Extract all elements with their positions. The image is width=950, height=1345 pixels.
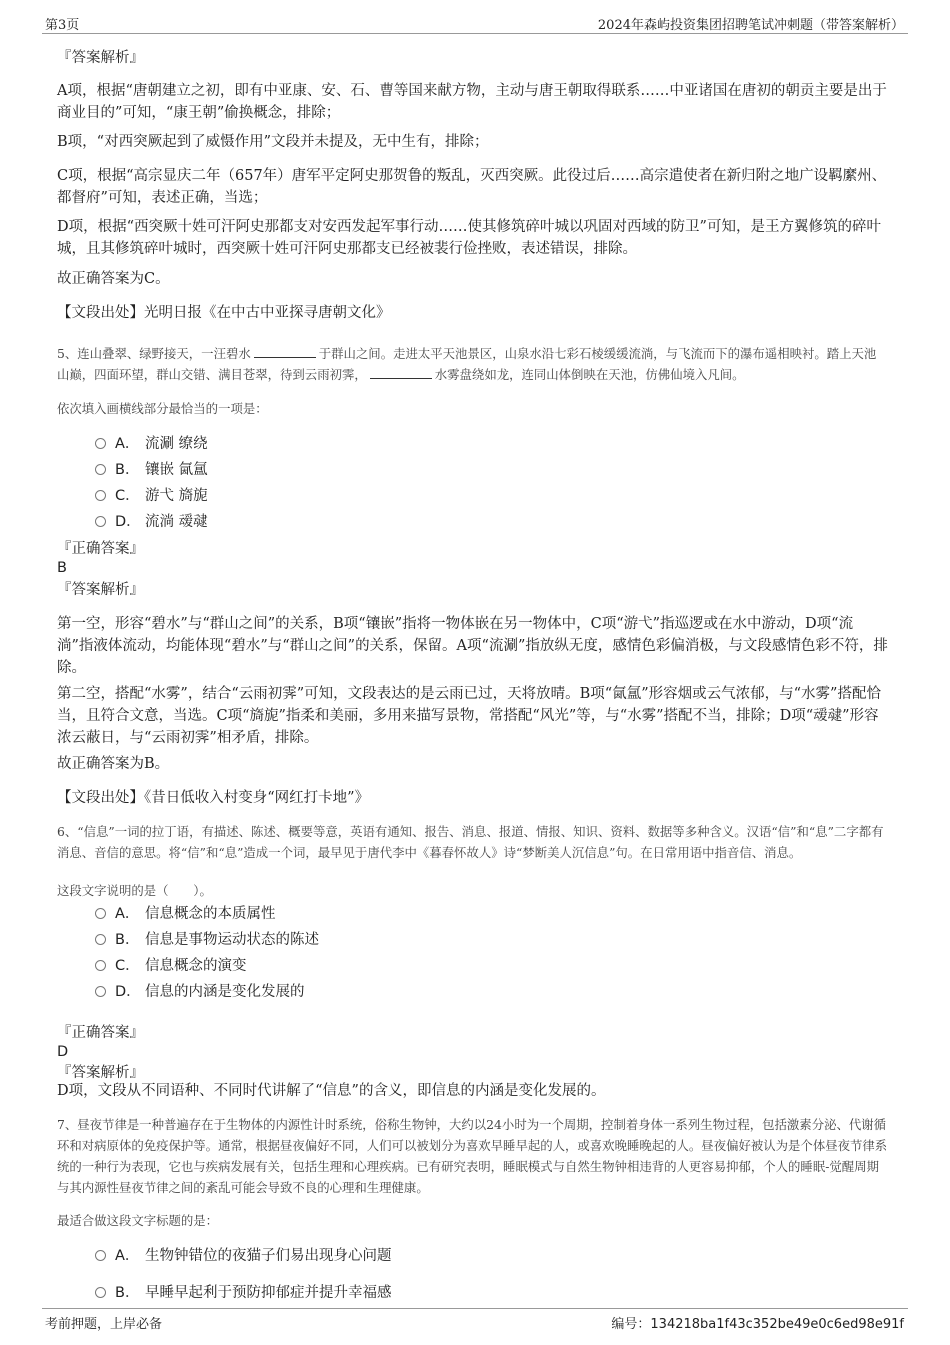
q6-analysis: D项，文段从不同语种、不同时代讲解了“信息”的含义，即信息的内涵是变化发展的。 xyxy=(57,1083,606,1099)
document-title: 2024年森屿投资集团招聘笔试冲刺题（带答案解析） xyxy=(597,18,904,33)
radio-icon[interactable] xyxy=(95,438,106,449)
q6-option-d[interactable]: D． 信息的内涵是变化发展的 xyxy=(95,981,305,1003)
q6-prompt: 这段文字说明的是（ ）。 xyxy=(57,883,212,898)
q5-prompt: 依次填入画横线部分最恰当的一项是： xyxy=(57,401,268,416)
q5-option-d[interactable]: D． 流淌 叆叇 xyxy=(95,511,208,533)
q5-answer: B xyxy=(57,560,67,576)
document-code-label: 编号： xyxy=(611,1317,651,1332)
q5-analysis-1: 第一空，形容“碧水”与“群山之间”的关系，B项“镶嵌”指将一物体嵌在另一物体中，C项“游弋”指巡逻或在水中游动，D项“流淌”指液体流动，均能体现“碧水”与“群山之间”的关系，保留。A项“流涮”指放纵无度，感情色彩偏消极，与文段感情色彩不符，排除。 xyxy=(57,616,888,676)
q7-prompt: 最适合做这段文字标题的是： xyxy=(57,1213,219,1228)
radio-icon[interactable] xyxy=(95,516,106,527)
radio-icon[interactable] xyxy=(95,1250,106,1261)
q5-source: 【文段出处】《昔日低收入村变身“网红打卡地”》 xyxy=(57,790,370,806)
q4-analysis-c: C项，根据“高宗显庆二年（657年）唐军平定阿史那贺鲁的叛乱，灭西突厥。此役过后……高宗遣使者在新归附之地广设羁縻州、都督府”可知，表述正确，当选； xyxy=(57,168,887,206)
q7-option-a[interactable]: A． 生物钟错位的夜猫子们易出现身心问题 xyxy=(95,1245,392,1267)
radio-icon[interactable] xyxy=(95,934,106,945)
q4-analysis-b: B项，“对西突厥起到了威慑作用”文段并未提及，无中生有，排除； xyxy=(57,134,489,150)
footer-divider xyxy=(42,1308,908,1309)
footer-slogan: 考前押题，上岸必备 xyxy=(45,1317,163,1332)
q5-blank-1 xyxy=(254,345,316,358)
q7-stem: 7、昼夜节律是一种普遍存在于生物体的内源性计时系统，俗称生物钟，大约以24小时为一个周期，控制着身体一系列生物过程，包括激素分泌、代谢循环和对病原体的免疫保护等。通常，根据昼夜偏好不同，人们可以被划分为喜欢早睡早起的人，或喜欢晚睡晚起的人。昼夜偏好被认为是个体昼夜节律系统的一种行为表现，它也与疾病发展有关，包括生理和心理疾病。已有研究表明，睡眠模式与自然生物钟相违背的人更容易抑郁，个人的睡眠-觉醒周期与其内源性昼夜节律之间的紊乱可能会导致不良的心理和生理健康。 xyxy=(57,1117,888,1195)
q4-analysis-label: 『答案解析』 xyxy=(57,50,144,66)
q6-answer-label: 『正确答案』 xyxy=(57,1025,144,1041)
q4-conclusion: 故正确答案为C。 xyxy=(57,271,170,287)
q5-blank-2 xyxy=(370,366,432,379)
radio-icon[interactable] xyxy=(95,1287,106,1298)
q6-option-b[interactable]: B． 信息是事物运动状态的陈述 xyxy=(95,929,319,951)
q5-answer-label: 『正确答案』 xyxy=(57,541,144,557)
q6-option-c[interactable]: C． 信息概念的演变 xyxy=(95,955,247,977)
q5-stem-part2: 于群山之间。走进太平天池景区，山泉水沿七彩石棱缓缓流淌，与飞流而下的瀑布遥相映衬。踏上天池山巅，四面环望，群山交错、满目苍翠，待到云雨初霁， xyxy=(57,346,877,382)
q5-stem-part3: 水雾盘绕如龙，连同山体倒映在天池，仿佛仙境入凡间。 xyxy=(434,367,745,382)
q6-stem: 6、“信息”一词的拉丁语，有描述、陈述、概要等意，英语有通知、报告、消息、报道、情报、知识、资料、数据等多种含义。汉语“信”和“息”二字都有消息、音信的意思。将“信”和“息”造成一个词，最早见于唐代李中《暮春怀故人》诗“梦断美人沉信息”句。在日常用语中指音信、消息。 xyxy=(57,824,884,860)
q5-option-c[interactable]: C． 游弋 旖旎 xyxy=(95,485,208,507)
radio-icon[interactable] xyxy=(95,986,106,997)
q5-conclusion: 故正确答案为B。 xyxy=(57,756,170,772)
radio-icon[interactable] xyxy=(95,908,106,919)
q6-analysis-label: 『答案解析』 xyxy=(57,1065,144,1081)
radio-icon[interactable] xyxy=(95,464,106,475)
radio-icon[interactable] xyxy=(95,490,106,501)
q7-option-b[interactable]: B． 早睡早起利于预防抑郁症并提升幸福感 xyxy=(95,1282,392,1304)
q5-stem xyxy=(57,343,888,385)
q4-analysis-d: D项，根据“西突厥十姓可汗阿史那都支对安西发起军事行动……使其修筑碎叶城以巩固对西域的防卫”可知，是王方翼修筑的碎叶城，且其修筑碎叶城时，西突厥十姓可汗阿史那都支已经被裴行俭挫败，表述错误，排除。 xyxy=(57,219,881,257)
q4-analysis-a: A项，根据“唐朝建立之初，即有中亚康、安、石、曹等国来献方物，主动与唐王朝取得联系……中亚诸国在唐初的朝贡主要是出于商业目的”可知，“康王朝”偷换概念，排除； xyxy=(57,83,887,121)
q5-analysis-label: 『答案解析』 xyxy=(57,582,144,598)
q6-option-a[interactable]: A． 信息概念的本质属性 xyxy=(95,903,276,925)
q5-analysis-2: 第二空，搭配“水雾”，结合“云雨初霁”可知，文段表达的是云雨已过，天将放晴。B项“氤氲”形容烟或云气浓郁，与“水雾”搭配恰当，且符合文意，当选。C项“旖旎”指柔和美丽，多用来描写景物，常搭配“风光”等，与“水雾”搭配不当，排除；D项“叆叇”形容浓云蔽日，与“云雨初霁”相矛盾，排除。 xyxy=(57,686,881,746)
radio-icon[interactable] xyxy=(95,960,106,971)
q5-option-b[interactable]: B． 镶嵌 氤氲 xyxy=(95,459,208,481)
q5-option-a[interactable]: A． 流涮 缭绕 xyxy=(95,433,208,455)
page-number: 第3页 xyxy=(45,18,80,33)
header-divider xyxy=(42,33,908,34)
q5-stem-part1: 5、连山叠翠、绿野接天，一汪碧水 xyxy=(57,346,251,361)
q4-source: 【文段出处】光明日报《在中古中亚探寻唐朝文化》 xyxy=(57,305,391,321)
q6-answer: D xyxy=(57,1044,69,1060)
document-code-value: 134218ba1f43c352be49e0c6ed98e91f xyxy=(650,1317,904,1332)
document-code xyxy=(611,1313,904,1332)
